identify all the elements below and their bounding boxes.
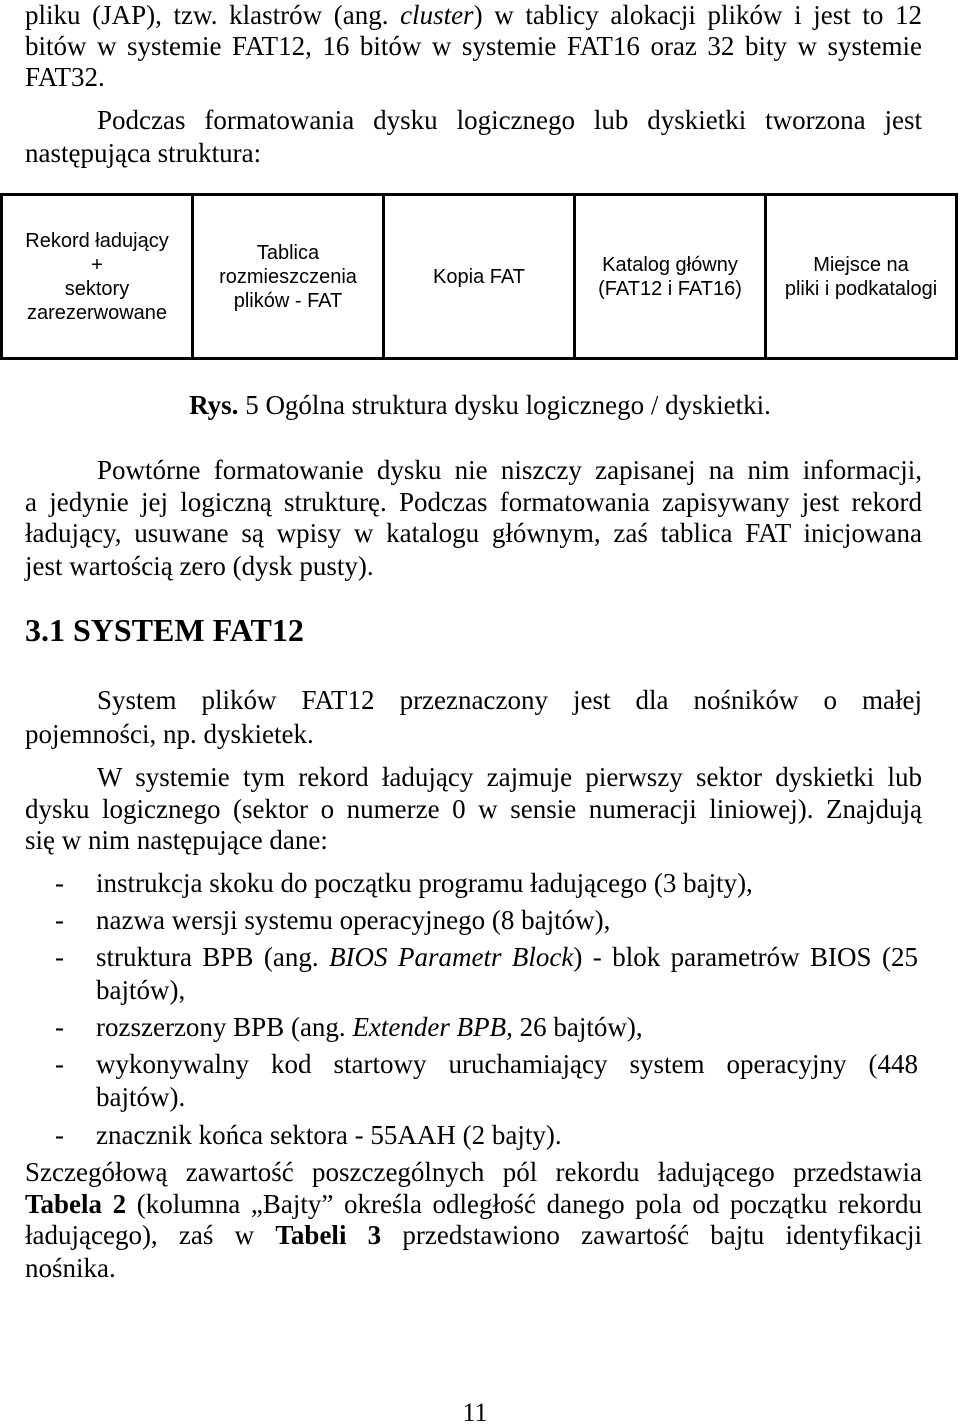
data-area-label — [785, 253, 937, 301]
cell-line: sektory — [64, 277, 130, 300]
boot-record-cell — [3, 196, 194, 357]
list-item-end: , 26 bajtów), — [506, 1012, 643, 1042]
structure-intro-line-1: Podczas formatowania dysku logicznego lub dyskietki tworzona jest — [97, 105, 922, 135]
list-bullet: - — [55, 1049, 64, 1079]
intro-line-2: bitów w systemie FAT12, 16 bitów w systemie FAT16 oraz 32 bity w systemie — [25, 31, 922, 61]
intro-line-3: FAT32. — [25, 62, 105, 92]
closing-line-2-text: (kolumna „Bajty” określa odległość danego pola od początku rekordu — [126, 1189, 922, 1219]
list-item-continuation: bajtów), — [96, 975, 186, 1005]
root-directory-cell — [576, 196, 767, 357]
cell-line: rozmieszczenia — [219, 265, 357, 288]
list-bullet: - — [55, 868, 64, 898]
fat-copy-label — [433, 265, 525, 289]
intro-line-1-start: pliku (JAP), tzw. klastrów (ang. — [25, 0, 401, 30]
list-item-end: ) - blok parametrów BIOS (25 — [573, 942, 918, 972]
term-bios-parametr-block: BIOS Parametr Block — [329, 942, 574, 972]
closing-line-4: nośnika. — [25, 1253, 116, 1283]
boot-record-label — [25, 229, 168, 325]
cell-line: Tablica — [256, 241, 320, 264]
cell-line: Miejsce na — [813, 253, 909, 276]
section-heading: 3.1 SYSTEM FAT12 — [25, 612, 304, 648]
boot-record-line-3: się w nim następujące dane: — [25, 825, 328, 855]
cell-line: Katalog główny — [602, 253, 738, 276]
page-number: 11 — [462, 1398, 488, 1427]
closing-line-1: Szczegółową zawartość poszczególnych pól rekordu ładującego przedstawia — [25, 1157, 922, 1187]
list-item — [96, 942, 918, 973]
cell-line: Rekord ładujący — [25, 229, 169, 252]
purpose-line-2: pojemności, np. dyskietek. — [25, 719, 314, 749]
term-extender-bpb: Extender BPB — [352, 1012, 507, 1042]
structure-intro-line-2: następująca struktura: — [25, 138, 262, 168]
list-bullet: - — [55, 942, 64, 972]
closing-line-3-end: przedstawiono zawartość bajtu identyfikacji — [381, 1220, 922, 1250]
cell-line: + — [91, 253, 103, 276]
figure-caption-label: Rys. — [189, 390, 239, 420]
cell-line: Kopia FAT — [433, 265, 525, 288]
purpose-line-1: System plików FAT12 przeznaczony jest dla nośników o małej — [97, 685, 922, 715]
disk-structure-diagram — [0, 193, 958, 360]
reformat-line-2: a jedynie jej logiczną strukturę. Podczas formatowania zapisywany jest rekord — [25, 487, 922, 517]
reformat-line-1: Powtórne formatowanie dysku nie niszczy zapisanej na nim informacji, — [97, 455, 922, 485]
list-item: nazwa wersji systemu operacyjnego (8 bajtów), — [96, 905, 611, 935]
term-cluster: cluster — [400, 0, 474, 30]
list-bullet: - — [55, 1120, 64, 1150]
intro-line-1 — [25, 0, 922, 31]
list-item-start: rozszerzony BPB (ang. — [96, 1012, 353, 1042]
intro-line-1-end: ) w tablicy alokacji plików i jest to 12 — [473, 0, 922, 30]
cell-line: zarezerwowane — [26, 301, 168, 324]
list-item — [96, 1012, 918, 1043]
closing-line-2 — [25, 1189, 922, 1220]
cell-line: (FAT12 i FAT16) — [598, 277, 742, 300]
reformat-line-3: ładujący, usuwane są wpisy w katalogu głównym, zaś tablica FAT inicjowana — [25, 518, 922, 548]
closing-line-3-start: ładującego), zaś w — [25, 1220, 276, 1250]
closing-line-3 — [25, 1220, 922, 1251]
list-bullet: - — [55, 905, 64, 935]
table-3-reference: Tabeli 3 — [275, 1220, 382, 1250]
list-item-start: struktura BPB (ang. — [96, 942, 330, 972]
root-directory-label — [598, 253, 742, 301]
boot-record-line-1: W systemie tym rekord ładujący zajmuje pierwszy sektor dyskietki lub — [97, 762, 922, 792]
cell-line: pliki i podkatalogi — [784, 277, 938, 300]
fat-table-cell — [194, 196, 385, 357]
list-item: znacznik końca sektora - 55AAH (2 bajty). — [96, 1120, 562, 1150]
cell-line: plików - FAT — [233, 289, 343, 312]
figure-caption-text: 5 Ogólna struktura dysku logicznego / dyskietki. — [238, 390, 771, 420]
list-item-continuation: bajtów). — [96, 1082, 186, 1112]
data-area-cell — [767, 196, 955, 357]
fat-table-label — [219, 241, 357, 313]
boot-record-line-2: dysku logicznego (sektor o numerze 0 w sensie numeracji liniowej). Znajdują — [25, 794, 922, 824]
reformat-line-4: jest wartością zero (dysk pusty). — [25, 551, 374, 581]
table-2-reference: Tabela 2 — [25, 1189, 127, 1219]
list-bullet: - — [55, 1012, 64, 1042]
list-item: instrukcja skoku do początku programu ładującego (3 bajty), — [96, 868, 753, 898]
list-item: wykonywalny kod startowy uruchamiający system operacyjny (448 — [96, 1049, 918, 1079]
fat-copy-cell — [385, 196, 576, 357]
figure-caption — [0, 390, 960, 421]
